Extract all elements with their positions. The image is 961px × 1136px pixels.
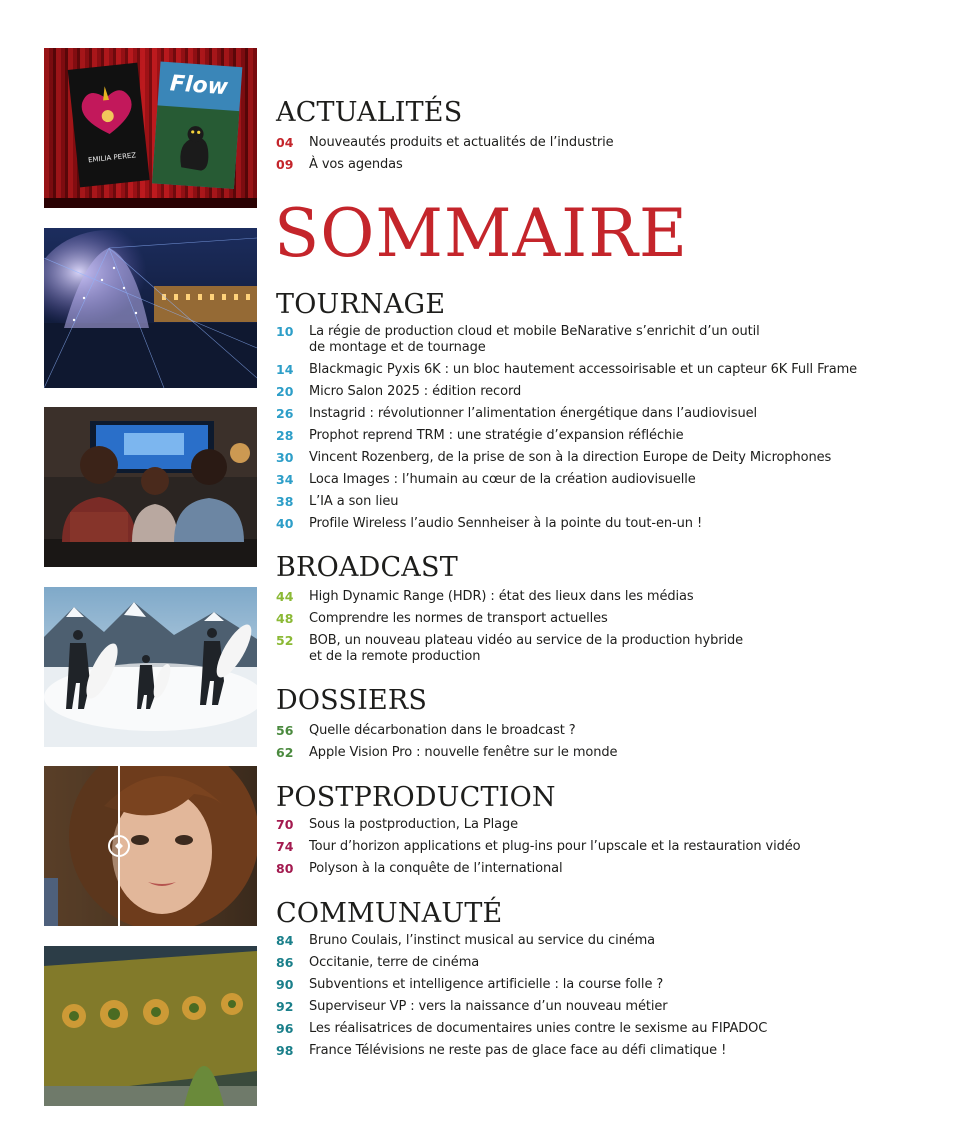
entry-title	[309, 817, 518, 833]
entry-title	[309, 362, 857, 378]
page-number: 56	[276, 723, 294, 738]
entry-title-line: Comprendre les normes de transport actuelles	[309, 611, 608, 626]
entry-title-line: Tour d’horizon applications et plug-ins pour l’upscale et la restauration vidéo	[309, 839, 801, 854]
entry-title-line: Instagrid : révolutionner l’alimentation énergétique dans l’audiovisuel	[309, 406, 758, 421]
page-number: 80	[276, 861, 294, 876]
entry-title-line: BOB, un nouveau plateau vidéo au service de la production hybride	[309, 633, 744, 648]
list-communaute	[276, 933, 936, 1065]
toc-entry	[276, 589, 936, 605]
entry-title	[309, 723, 576, 739]
toc-entry	[276, 428, 936, 444]
entry-title	[309, 516, 702, 532]
entry-title-line: Les réalisatrices de documentaires unies contre le sexisme au FIPADOC	[309, 1021, 768, 1036]
thumbnail-living-room	[44, 407, 257, 567]
list-dossiers	[276, 723, 936, 767]
poster2-title: Flow	[169, 71, 229, 101]
entry-title	[309, 861, 562, 877]
list-postproduction	[276, 817, 936, 883]
entry-title-line: À vos agendas	[309, 157, 403, 172]
toc-entry	[276, 723, 936, 739]
page-number: 90	[276, 977, 294, 992]
toc-entry	[276, 384, 936, 400]
entry-title	[309, 450, 831, 466]
page-number: 52	[276, 633, 294, 648]
entry-title-line: Occitanie, terre de cinéma	[309, 955, 480, 970]
entry-title	[309, 999, 668, 1015]
list-actualites	[276, 135, 936, 179]
toc-entry	[276, 999, 936, 1015]
entry-title	[309, 633, 743, 665]
entry-title-line: Nouveautés produits et actualités de l’industrie	[309, 135, 614, 150]
thumbnail-movie-posters	[44, 48, 257, 208]
page-number: 62	[276, 745, 294, 760]
entry-title	[309, 472, 696, 488]
poster1-title: EMILIA PEREZ	[87, 151, 137, 165]
entry-title-line: Sous la postproduction, La Plage	[309, 817, 519, 832]
section-title-dossiers: DOSSIERS	[276, 685, 428, 716]
toc-entry	[276, 633, 936, 665]
toc-entry	[276, 450, 936, 466]
page-number: 40	[276, 516, 294, 531]
page-number: 96	[276, 1021, 294, 1036]
page-number: 74	[276, 839, 294, 854]
entry-title-line: Quelle décarbonation dans le broadcast ?	[309, 723, 576, 738]
entry-title-line: Loca Images : l’humain au cœur de la création audiovisuelle	[309, 472, 696, 487]
toc-entry	[276, 745, 936, 761]
thumbnail-face-comparison	[44, 766, 257, 926]
page-number: 28	[276, 428, 294, 443]
entry-title-line: Prophot reprend TRM : une stratégie d’expansion réfléchie	[309, 428, 684, 443]
entry-title	[309, 611, 608, 627]
page-number: 09	[276, 157, 294, 172]
page-number: 48	[276, 611, 294, 626]
entry-title-line: de montage et de tournage	[309, 340, 486, 355]
entry-title	[309, 135, 614, 151]
toc-entry	[276, 861, 936, 877]
section-title-broadcast: BROADCAST	[276, 552, 458, 583]
entry-title-line: Micro Salon 2025 : édition record	[309, 384, 522, 399]
entry-title-line: Polyson à la conquête de l’international	[309, 861, 563, 876]
page-number: 20	[276, 384, 294, 399]
entry-title-line: La régie de production cloud et mobile BeNarative s’enrichit d’un outil	[309, 324, 760, 339]
page-number: 92	[276, 999, 294, 1014]
entry-title-line: Blackmagic Pyxis 6K : un bloc hautement accessoirisable et un capteur 6K Full Frame	[309, 362, 858, 377]
page-number: 86	[276, 955, 294, 970]
entry-title	[309, 955, 479, 971]
list-broadcast	[276, 589, 936, 671]
entry-title-line: High Dynamic Range (HDR) : état des lieux dans les médias	[309, 589, 694, 604]
entry-title	[309, 1043, 726, 1059]
section-title-tournage: TOURNAGE	[276, 289, 446, 320]
toc-entry	[276, 324, 936, 356]
toc-entry	[276, 406, 936, 422]
entry-title	[309, 745, 617, 761]
page-number: 26	[276, 406, 294, 421]
section-title-postproduction: POSTPRODUCTION	[276, 782, 556, 813]
entry-title-line: L’IA a son lieu	[309, 494, 399, 509]
thumbnail-night-city	[44, 228, 257, 388]
section-title-communaute: COMMUNAUTÉ	[276, 898, 503, 929]
toc-entry	[276, 362, 936, 378]
entry-title	[309, 324, 760, 356]
entry-title	[309, 977, 663, 993]
entry-title-line: Subventions et intelligence artificielle : la course folle ?	[309, 977, 664, 992]
toc-entry	[276, 516, 936, 532]
entry-title-line: France Télévisions ne reste pas de glace face au défi climatique !	[309, 1043, 727, 1058]
toc-entry	[276, 955, 936, 971]
entry-title	[309, 494, 398, 510]
page-title: SOMMAIRE	[274, 195, 689, 272]
entry-title-line: Superviseur VP : vers la naissance d’un nouveau métier	[309, 999, 668, 1014]
page-number: 30	[276, 450, 294, 465]
toc-entry	[276, 157, 936, 173]
entry-title-line: Apple Vision Pro : nouvelle fenêtre sur le monde	[309, 745, 618, 760]
toc-entry	[276, 494, 936, 510]
page-number: 38	[276, 494, 294, 509]
entry-title-line: Profile Wireless l’audio Sennheiser à la pointe du tout-en-un !	[309, 516, 703, 531]
entry-title	[309, 406, 757, 422]
page-number: 44	[276, 589, 294, 604]
toc-entry	[276, 817, 936, 833]
toc-entry	[276, 472, 936, 488]
entry-title	[309, 428, 684, 444]
toc-entry	[276, 839, 936, 855]
page-number: 84	[276, 933, 294, 948]
section-title-actualites: ACTUALITÉS	[276, 97, 463, 128]
toc-entry	[276, 1043, 936, 1059]
page-number: 04	[276, 135, 294, 150]
entry-title	[309, 157, 403, 173]
toc-entry	[276, 1021, 936, 1037]
entry-title-line: Vincent Rozenberg, de la prise de son à la direction Europe de Deity Microphones	[309, 450, 832, 465]
entry-title	[309, 1021, 767, 1037]
thumbnail-surfers-snow	[44, 587, 257, 747]
entry-title	[309, 384, 521, 400]
page-number: 10	[276, 324, 294, 339]
entry-title	[309, 933, 655, 949]
list-tournage	[276, 324, 936, 538]
toc-entry	[276, 977, 936, 993]
page-number: 14	[276, 362, 294, 377]
thumbnail-green-wall	[44, 946, 257, 1106]
page-number: 34	[276, 472, 294, 487]
entry-title-line: Bruno Coulais, l’instinct musical au service du cinéma	[309, 933, 656, 948]
page-number: 70	[276, 817, 294, 832]
toc-entry	[276, 611, 936, 627]
entry-title	[309, 589, 694, 605]
page-number: 98	[276, 1043, 294, 1058]
entry-title-line: et de la remote production	[309, 649, 481, 664]
toc-entry	[276, 933, 936, 949]
toc-entry	[276, 135, 936, 151]
entry-title	[309, 839, 801, 855]
